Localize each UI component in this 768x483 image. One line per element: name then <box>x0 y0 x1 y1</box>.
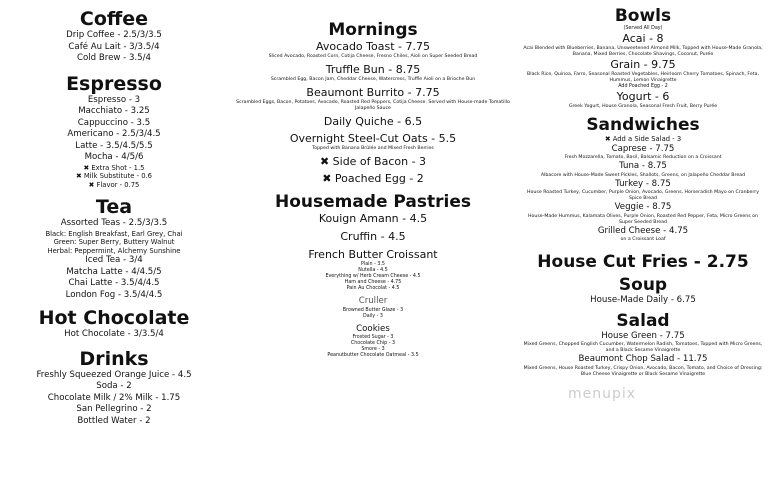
menu-item: House Green - 7.75 <box>601 330 685 341</box>
menu-item: Grilled Cheese - 4.75 <box>597 225 689 236</box>
menu-item: Assorted Teas - 2.5/3/3.5 <box>60 218 168 228</box>
item-description: Scrambled Egg, Bacon Jam, Cheddar Cheese, Watercress, Truffle Aioli on a Brioche Bun <box>270 77 476 82</box>
sub-item: Everything w/ Herb Cream Cheese - 4.5 <box>325 274 421 279</box>
menu-item: French Butter Croissant <box>308 248 438 261</box>
menu-item: Latte - 3.5/4.5/5.5 <box>75 140 153 151</box>
menu-item: Drip Coffee - 2.5/3/3.5 <box>66 30 162 40</box>
menu-item: Caprese - 7.75 <box>611 143 675 154</box>
menu-item: San Pellegrino - 2 <box>76 404 152 414</box>
menu-item: Soda - 2 <box>96 381 132 391</box>
menu-item: Cruller <box>358 296 388 306</box>
coffee-title: Coffee <box>79 8 149 30</box>
sub-item: Smore - 3 <box>361 347 385 352</box>
menu-item: Veggie - 8.75 <box>614 202 672 212</box>
menu-item: Truffle Bun - 8.75 <box>325 63 421 76</box>
menu-item: Hot Chocolate - 3/3.5/4 <box>64 329 164 339</box>
sub-item: Nutella - 4.5 <box>358 268 388 273</box>
menu-item: Tuna - 8.75 <box>619 161 667 171</box>
menu-item: Mocha - 4/5/6 <box>84 152 144 162</box>
menu-column-left <box>0 0 228 427</box>
item-description: Acai Blended with Blueberries, Banana, Unsweetened Almond Milk, Topped with House-Made Granola, Banana, Mixed Berries, Chocolate Shavings, Coconut, Purée <box>523 46 763 57</box>
sub-item: Daily - 3 <box>363 313 383 319</box>
item-description: Mixed Greens, Chopped English Cucumber, Watermelon Radish, Tomatoes, Topped with Micro Greens, and a Black Sesame Vinaigrette <box>523 342 763 353</box>
menu-item: Grain - 9.75 <box>610 58 676 71</box>
drinks-list <box>0 370 228 428</box>
menu-item: ✖ Side of Bacon - 3 <box>319 155 427 168</box>
sandwiches-title: Sandwiches <box>586 115 700 135</box>
coffee-list <box>0 30 228 65</box>
item-description: Mixed Greens, House Roasted Turkey, Crispy Onion, Avocado, Bacon, Tomato, and Choice of Dressing: Blue Cheese Vinaigrette or Black Sesame Vinaigrette <box>523 365 763 377</box>
espresso-list <box>0 95 228 190</box>
sub-item: Plain - 3.5 <box>361 262 385 267</box>
watermark: menupix <box>568 386 637 402</box>
menu-item: Bottled Water - 2 <box>77 415 151 426</box>
item-description: Albacore with House-Made Sweet Pickles, Shallots, Greens, on Jalapeño Cheddar Bread <box>540 172 746 178</box>
menu-item: House-Made Daily - 6.75 <box>590 295 696 305</box>
menu-column-right <box>518 0 768 378</box>
menu-item: Overnight Steel-Cut Oats - 5.5 <box>289 132 457 145</box>
menu-item: Beaumont Chop Salad - 11.75 <box>578 354 708 364</box>
fries-title: House Cut Fries - 2.75 <box>537 252 749 272</box>
hot-chocolate-title: Hot Chocolate <box>38 307 190 329</box>
menu-item: Acai - 8 <box>622 32 664 45</box>
tea-note: Herbal: Peppermint, Alchemy Sunshine <box>47 246 181 255</box>
menu-item: Americano - 2.5/3/4.5 <box>67 129 161 139</box>
addon-item: Add Poached Egg - 2 <box>618 84 668 89</box>
item-description: Topped with Banana Brûlée and Mixed Fresh Berries <box>312 146 434 151</box>
tea-title: Tea <box>95 196 133 218</box>
menu-item: Daily Quiche - 6.5 <box>323 115 423 128</box>
sub-item: Peanutbutter Chocolate Oatmeal - 3.5 <box>327 353 419 358</box>
menu-item: London Fog - 3.5/4/4.5 <box>65 289 163 300</box>
sub-item: Ham and Cheese - 4.75 <box>344 280 402 285</box>
addon-item: ✖ Milk Substitute - 0.6 <box>75 172 153 180</box>
mornings-title: Mornings <box>328 20 418 40</box>
menu-item: Chai Latte - 3.5/4/4.5 <box>68 278 160 288</box>
item-description: Fresh Mozzarella, Tomato, Basil, Balsamic Reduction on a Croissant <box>564 155 722 160</box>
menu-item: Macchiato - 3.25 <box>78 106 150 116</box>
menu-item: ✖ Poached Egg - 2 <box>322 172 424 185</box>
menu-item: Freshly Squeezed Orange Juice - 4.5 <box>36 369 192 380</box>
sub-item: Pain Au Chocolat - 4.5 <box>346 286 400 291</box>
menu-item: Beaumont Burrito - 7.75 <box>306 86 440 99</box>
menu-item: Espresso - 3 <box>87 94 141 105</box>
menu-item: Iced Tea - 3/4 <box>85 255 143 265</box>
menu-column-middle <box>228 0 518 359</box>
item-description: Black Rice, Quinoa, Farro, Seasonal Roasted Vegetables, Heirloom Cherry Tomatoes, Spinach, Feta, Hummus, Lemon Vinaigrette <box>527 72 759 83</box>
item-description: House Roasted Turkey, Cucumber, Purple Onion, Avocado, Greens, Horseradish Mayo on Cranberry Spice Bread <box>527 190 759 201</box>
addon-item: ✖ Extra Shot - 1.5 <box>83 163 145 172</box>
addon-item: ✖ Flavor - 0.75 <box>88 180 140 189</box>
tea-note: Black: English Breakfast, Earl Grey, Chai <box>45 229 183 238</box>
tea-note: Green: Super Berry, Buttery Walnut <box>53 238 175 246</box>
sub-item: Chocolate Chip - 3 <box>350 341 396 346</box>
salad-title: Salad <box>616 310 670 331</box>
menu-item: Cruffin - 4.5 <box>340 230 406 243</box>
espresso-title: Espresso <box>66 72 162 95</box>
menu-item: Turkey - 8.75 <box>615 178 671 189</box>
item-description: on a Croissant Loaf <box>620 237 666 242</box>
sub-item: Browned Butter Glaze - 3 <box>342 307 404 313</box>
menu-item: Avocado Toast - 7.75 <box>316 40 430 53</box>
sub-item: Frosted Sugar - 3 <box>352 335 394 340</box>
menu-item: Matcha Latte - 4/4.5/5 <box>66 266 162 277</box>
menu-item: Chocolate Milk / 2% Milk - 1.75 <box>47 392 181 403</box>
bowls-subtitle: (Served All Day) <box>623 26 663 31</box>
item-description: House-Made Hummus, Kalamata Olives, Purple Onion, Roasted Red Pepper, Feta, Micro Greens on Super Seeded Bread <box>528 213 758 225</box>
menu-item: Cappuccino - 3.5 <box>77 117 151 128</box>
pastries-title: Housemade Pastries <box>274 192 472 212</box>
menu-item: Yogurt - 6 <box>616 90 670 103</box>
soup-title: Soup <box>618 275 668 295</box>
menu-item: Café Au Lait - 3/3.5/4 <box>68 41 160 52</box>
menu-item: Cookies <box>356 323 390 334</box>
bowls-title: Bowls <box>614 6 672 26</box>
item-description: Greek Yogurt, House Granola, Seasonal Fresh Fruit, Berry Purée <box>568 104 718 109</box>
tea-list <box>0 218 228 301</box>
menu-item: Kouign Amann - 4.5 <box>318 212 428 225</box>
addon-item: ✖ Add a Side Salad - 3 <box>604 135 682 143</box>
drinks-title: Drinks <box>79 347 149 370</box>
menu-item: Cold Brew - 3.5/4 <box>77 53 151 63</box>
item-description: Sliced Avocado, Roasted Corn, Cotija Cheese, Fresno Chiles, Aioli on Super Seeded Bread <box>268 54 478 59</box>
item-description: Scrambled Eggs, Bacon, Potatoes, Avocado, Roasted Red Peppers, Cotija Cheese. Served with House-made Tomatillo Jalapeño Sauce <box>236 100 510 111</box>
